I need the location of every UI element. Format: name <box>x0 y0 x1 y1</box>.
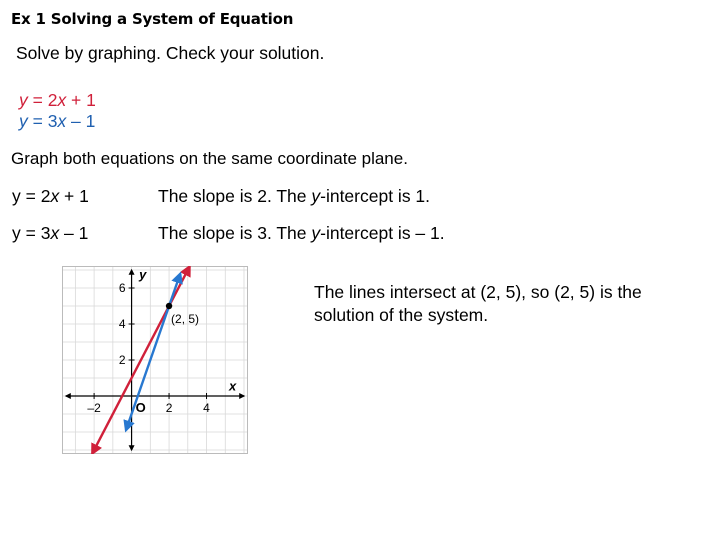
row1-d-post: -intercept is 1. <box>320 186 431 206</box>
origin-label: O <box>135 400 146 415</box>
x-tick-label: 4 <box>203 401 210 415</box>
coordinate-graph <box>62 266 248 454</box>
row2-d-post: -intercept is – 1. <box>320 223 445 243</box>
x-axis-label: x <box>229 378 237 394</box>
system-equation-2 <box>19 111 95 132</box>
row1-d-y: y <box>311 186 321 206</box>
eq1-y: y <box>19 90 28 110</box>
row1-eq-x: x <box>50 186 60 206</box>
system-equation-1 <box>19 90 96 111</box>
row2-d-y: y <box>311 223 321 243</box>
graph-instruction: Graph both equations on the same coordinate plane. <box>11 149 408 168</box>
x-tick-label: –2 <box>87 401 101 415</box>
page-title: Ex 1 Solving a System of Equation <box>11 10 294 28</box>
x-tick-label: 2 <box>165 401 173 415</box>
row2-description <box>158 223 445 244</box>
y-tick-label: 4 <box>118 317 126 331</box>
eq1-rest: = 2 <box>27 90 58 110</box>
eq2-tail: – 1 <box>66 111 96 131</box>
eq2-y: y <box>19 111 28 131</box>
instruction-text: Solve by graphing. Check your solution. <box>16 43 325 63</box>
intersection-point <box>166 303 172 309</box>
row1-description <box>158 186 430 207</box>
row1-eq-post: + 1 <box>59 186 89 206</box>
y-axis-label: y <box>139 267 147 282</box>
y-tick-label: 6 <box>118 281 126 295</box>
row2-eq-post: – 1 <box>59 223 89 243</box>
eq1-tail: + 1 <box>66 90 96 110</box>
row2-d-pre: The slope is 3. The <box>158 223 312 243</box>
row2-eq-x: x <box>50 223 60 243</box>
row1-d-pre: The slope is 2. The <box>158 186 312 206</box>
conclusion-text: The lines intersect at (2, 5), so (2, 5) is the solution of the system. <box>314 282 642 325</box>
row2-eq-pre: y = 3 <box>12 223 51 243</box>
eq1-x: x <box>57 90 67 110</box>
row1-eq-pre: y = 2 <box>12 186 51 206</box>
row1-equation <box>12 186 89 207</box>
eq2-rest: = 3 <box>27 111 58 131</box>
y-tick-label: 2 <box>118 353 126 367</box>
row2-equation <box>12 223 88 244</box>
intersection-label: (2, 5) <box>171 312 200 326</box>
eq2-x: x <box>57 111 67 131</box>
